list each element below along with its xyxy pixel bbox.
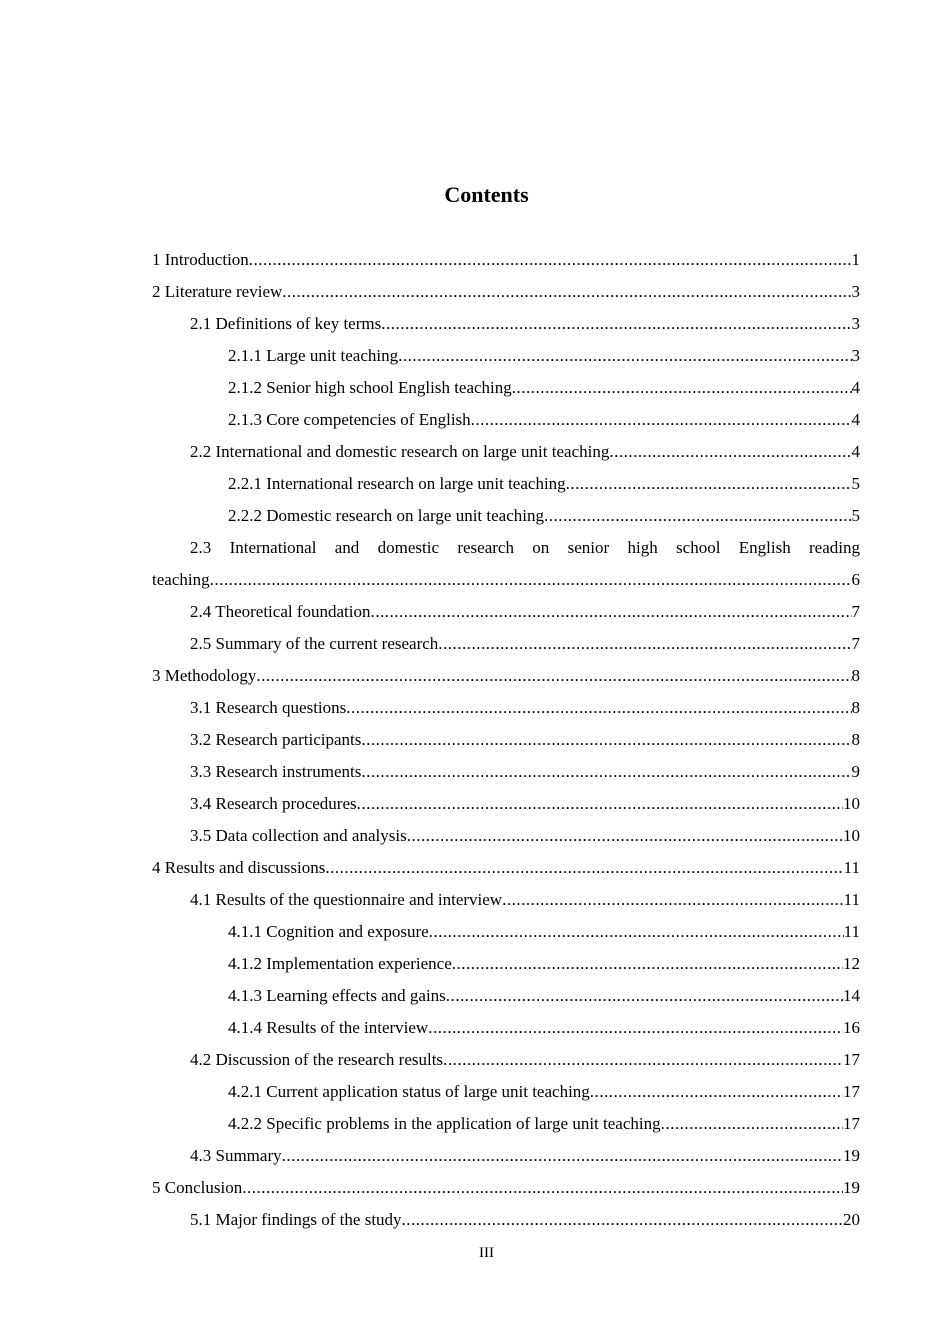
toc-page-number: 3 [851,282,860,301]
toc-entry[interactable] [152,279,860,311]
toc-page-number: 5 [851,474,860,493]
toc-entry[interactable] [152,1015,860,1047]
dot-leader [544,503,852,529]
toc-entry-text: teaching [152,570,210,589]
toc-entry-text: 2 Literature review [152,282,283,301]
toc-page-number: 10 [843,794,860,813]
toc-entry-text: 2.4 Theoretical foundation [190,602,371,621]
toc-entry[interactable] [152,1047,860,1079]
toc-page-number: 19 [843,1178,860,1197]
dot-leader [407,823,843,849]
dot-leader [661,1111,843,1137]
toc-page-number: 11 [843,922,860,941]
toc-entry-text: 3.2 Research participants [190,730,362,749]
dot-leader [242,1175,843,1201]
dot-leader [325,855,843,881]
toc-entry[interactable] [152,919,860,951]
toc-entry-text: 2.1.3 Core competencies of English [228,410,471,429]
toc-entry-text: 3 Methodology [152,666,257,685]
toc-entry[interactable] [152,727,860,759]
toc-entry[interactable] [152,951,860,983]
toc-entry-text: 5 Conclusion [152,1178,243,1197]
toc-entry[interactable] [152,631,860,663]
toc-page-number: 8 [851,730,860,749]
dot-leader [361,759,851,785]
toc-page-number: 3 [851,346,860,365]
toc-entry[interactable] [152,599,860,631]
toc-entry-text: 4.1.2 Implementation experience [228,954,452,973]
toc-page-number: 19 [843,1146,860,1165]
toc-page-number: 1 [851,250,860,269]
dot-leader [438,631,851,657]
toc-page-number: 7 [851,602,860,621]
toc-entry[interactable] [152,1111,860,1143]
toc-entry-text: 2.1 Definitions of key terms [190,314,382,333]
dot-leader [502,887,844,913]
toc-page-number: 7 [851,634,860,653]
toc-entry[interactable] [152,343,860,375]
toc-entry[interactable] [152,439,860,471]
toc-entry-text: 3.4 Research procedures [190,794,357,813]
dot-leader [512,375,852,401]
dot-leader [443,1047,843,1073]
toc-entry-text: 3.5 Data collection and analysis [190,826,407,845]
toc-entry-wrapped-line[interactable] [152,535,860,567]
toc-page-number: 20 [843,1210,860,1229]
toc-entry[interactable] [152,1175,860,1207]
toc-page-number: 17 [843,1050,860,1069]
toc-page-number: 4 [851,378,860,397]
toc-entry-text: 4.1.1 Cognition and exposure [228,922,429,941]
toc-entry[interactable] [152,407,860,439]
toc-entry[interactable] [152,375,860,407]
dot-leader [429,919,844,945]
dot-leader [256,663,851,689]
dot-leader [282,279,851,305]
toc-page-number: 17 [843,1114,860,1133]
toc-entry[interactable] [152,1143,860,1175]
toc-entry-text: 2.1.2 Senior high school English teaching [228,378,512,397]
toc-entry[interactable] [152,695,860,727]
toc-entry[interactable] [152,887,860,919]
dot-leader [590,1079,843,1105]
dot-leader [402,1207,843,1233]
toc-page-number: 16 [843,1018,860,1037]
toc-page-number: 9 [851,762,860,781]
toc-entry[interactable] [152,663,860,695]
toc-entry-text: 3.3 Research instruments [190,762,362,781]
dot-leader [210,567,852,593]
toc-entry[interactable] [152,471,860,503]
toc-entry[interactable] [152,1079,860,1111]
toc-entry-text: 2.1.1 Large unit teaching [228,346,399,365]
dot-leader [471,407,852,433]
dot-leader [361,727,851,753]
dot-leader [452,951,843,977]
toc-entry[interactable] [152,503,860,535]
dot-leader [357,791,843,817]
page-number-footer: III [479,1245,494,1261]
toc-entry-text: 1 Introduction [152,250,249,269]
toc-entry-text: 3.1 Research questions [190,698,347,717]
toc-page-number: 4 [851,410,860,429]
dot-leader [381,311,851,337]
table-of-contents [152,247,860,1239]
toc-page-number: 8 [851,666,860,685]
toc-entry-text: 2.2.2 Domestic research on large unit teaching [228,506,544,525]
toc-entry[interactable] [152,855,860,887]
toc-entry-text: 2.2.1 International research on large unit teaching [228,474,566,493]
toc-page-number: 3 [851,314,860,333]
dot-leader [371,599,852,625]
toc-page-number: 8 [851,698,860,717]
dot-leader [398,343,851,369]
toc-page-number: 10 [843,826,860,845]
dot-leader [609,439,851,465]
toc-entry-text: 2.5 Summary of the current research [190,634,439,653]
toc-page-number: 5 [851,506,860,525]
toc-entry-text: 4.1.4 Results of the interview [228,1018,429,1037]
toc-page-number: 14 [843,986,860,1005]
toc-entry-text: 4.1 Results of the questionnaire and interview [190,890,503,909]
toc-entry-text: 4.2 Discussion of the research results [190,1050,444,1069]
toc-entry-text: 4.2.1 Current application status of large unit teaching [228,1082,590,1101]
dot-leader [249,247,852,273]
page-title: Contents [444,182,529,207]
toc-entry-text: 4.3 Summary [190,1146,282,1165]
toc-entry[interactable] [152,1207,860,1239]
toc-entry-text: 2.2 International and domestic research on large unit teaching [190,442,610,461]
toc-page-number: 17 [843,1082,860,1101]
toc-entry[interactable] [152,311,860,343]
toc-entry[interactable] [152,247,860,279]
toc-entry-continuation[interactable] [152,567,860,599]
dot-leader [446,983,843,1009]
toc-entry-text: 4 Results and discussions [152,858,326,877]
toc-entry[interactable] [152,823,860,855]
dot-leader [566,471,852,497]
dot-leader [346,695,851,721]
toc-entry[interactable] [152,983,860,1015]
toc-entry-text: 5.1 Major findings of the study [190,1210,402,1229]
toc-page-number: 11 [843,890,860,909]
toc-entry-text: 4.1.3 Learning effects and gains [228,986,446,1005]
dot-leader [282,1143,843,1169]
toc-page-number: 11 [843,858,860,877]
toc-page-number: 12 [843,954,860,973]
toc-entry-text: 4.2.2 Specific problems in the application of large unit teaching [228,1114,661,1133]
toc-entry[interactable] [152,791,860,823]
toc-page-number: 4 [851,442,860,461]
toc-page-number: 6 [851,570,860,589]
toc-entry[interactable] [152,759,860,791]
dot-leader [428,1015,843,1041]
toc-entry-text: 2.3 International and domestic research on senior high school English reading [190,538,860,557]
